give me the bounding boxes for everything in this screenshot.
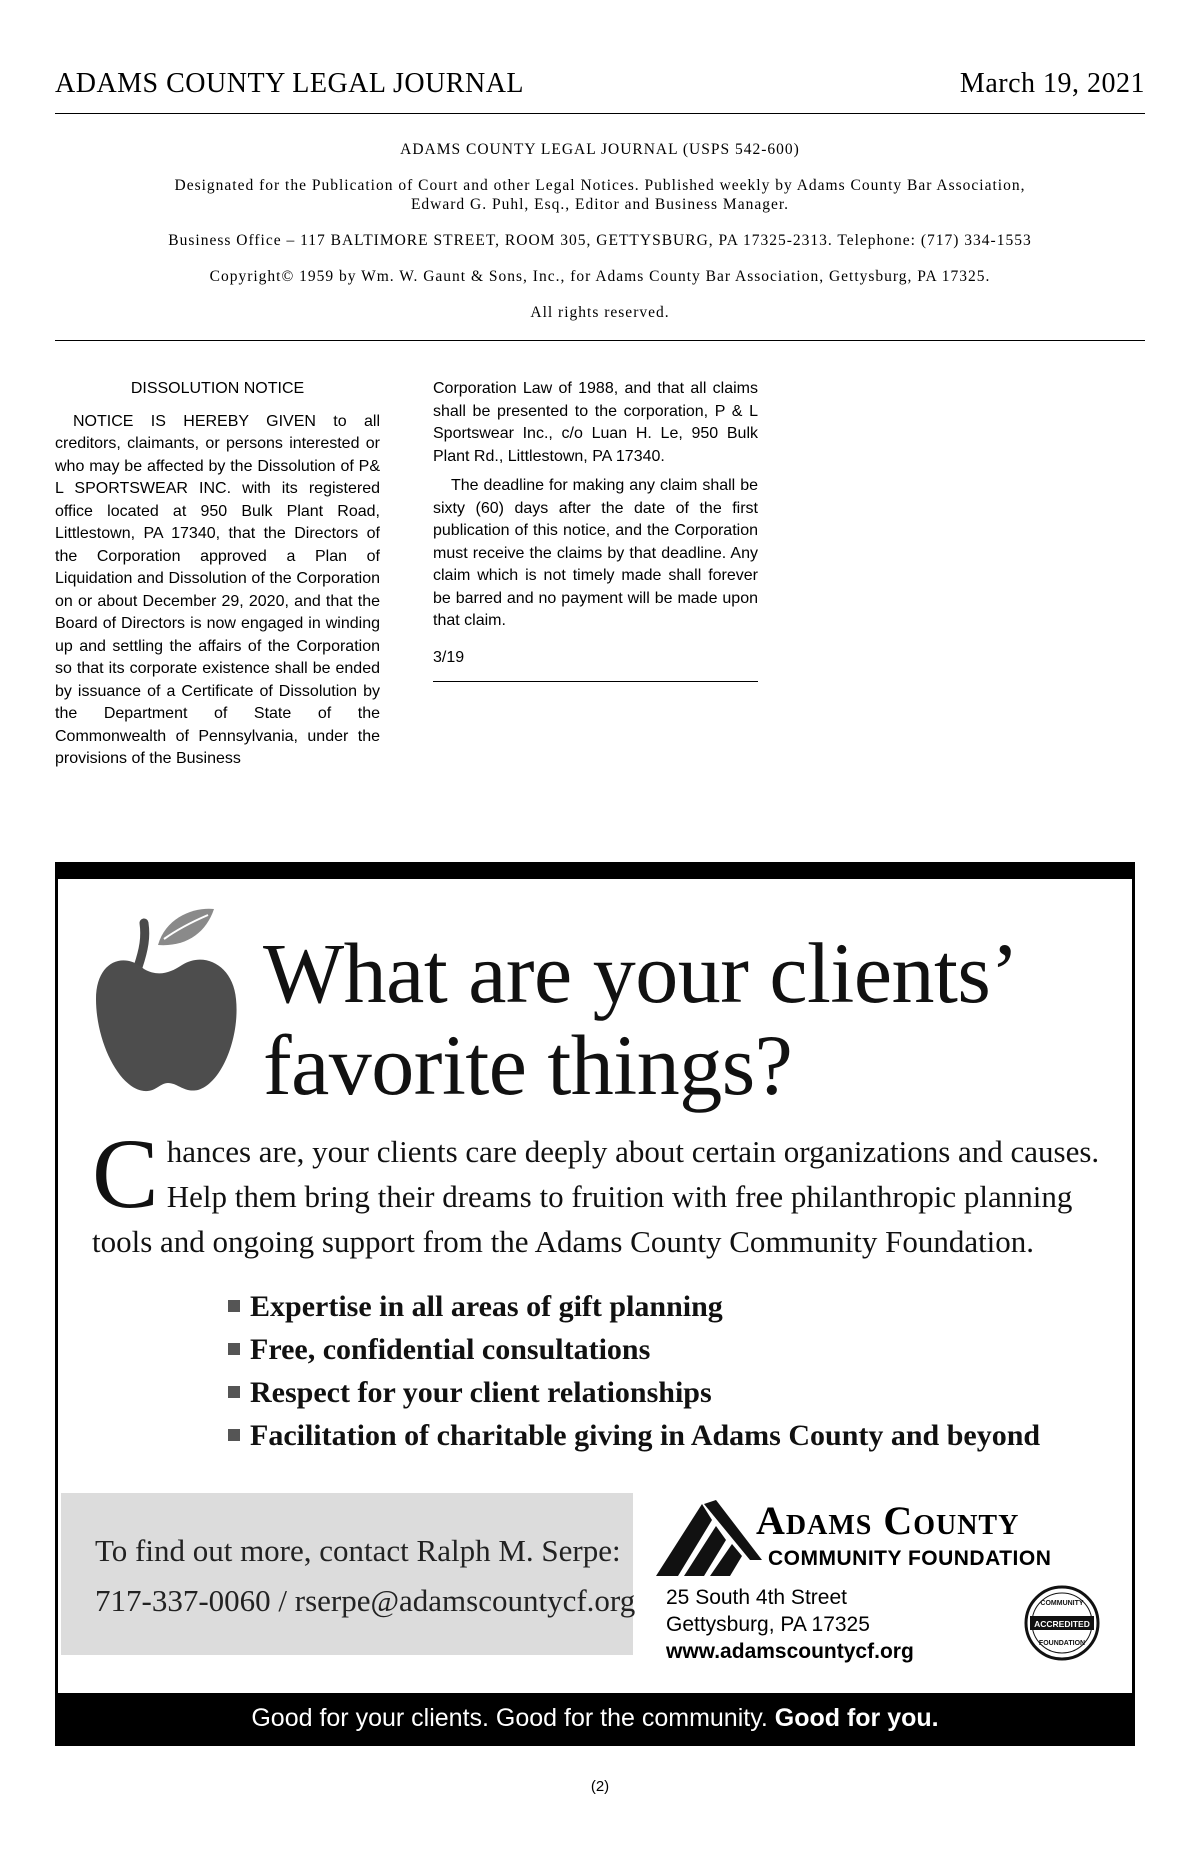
masthead-copyright: Copyright© 1959 by Wm. W. Gaunt & Sons, Inc., for Adams County Bar Association, Gettysburg, PA 17325. — [209, 268, 991, 285]
foundation-advertisement — [55, 862, 1135, 1746]
masthead-rule — [55, 340, 1145, 341]
ad-footer-banner — [58, 1693, 1132, 1743]
bullet-square-icon — [228, 1386, 240, 1398]
address-street: 25 South 4th Street — [666, 1586, 847, 1609]
ad-body-text: hances are, your clients care deeply about certain organizations and causes. Help them bring their dreams to fruition with free philanthropic planning tools and ongoing support from the Adams County Community Foundation. — [92, 1134, 1100, 1259]
ad-top-bar — [58, 865, 1132, 879]
notice-column-2 — [433, 378, 758, 682]
foundation-name: Adams County — [756, 1498, 1020, 1543]
journal-title: ADAMS COUNTY LEGAL JOURNAL — [55, 68, 525, 99]
contact-phone-email: 717-337-0060 / rserpe@adamscountycf.org — [95, 1583, 636, 1618]
ad-headline-line-2: favorite things? — [263, 1017, 793, 1113]
masthead-title: ADAMS COUNTY LEGAL JOURNAL (USPS 542-600) — [400, 141, 800, 158]
bullet-square-icon — [228, 1300, 240, 1312]
masthead-rights: All rights reserved. — [530, 304, 670, 321]
notice-paragraph-1b: Corporation Law of 1988, and that all claims shall be presented to the corporation, P & L Sportswear Inc., c/o Luan H. Le, 950 Bulk Plant Rd., Littlestown, PA 17340. — [433, 380, 758, 465]
ad-bullet-list — [228, 1285, 1040, 1457]
bullet-square-icon — [228, 1429, 240, 1441]
issue-date: March 19, 2021 — [959, 68, 1145, 99]
masthead-designation-2: Edward G. Puhl, Esq., Editor and Business Manager. — [410, 196, 790, 213]
ad-drop-cap: C — [92, 1118, 159, 1229]
ad-footer-tagline: Good for your clients. Good for the community. — [251, 1704, 768, 1732]
foundation-subtitle: COMMUNITY FOUNDATION — [768, 1547, 1052, 1570]
ad-bullet-item: Free, confidential consultations — [228, 1328, 1040, 1371]
address-city: Gettysburg, PA 17325 — [666, 1613, 870, 1636]
foundation-address — [666, 1584, 914, 1665]
running-header — [55, 68, 1145, 108]
header-rule — [55, 113, 1145, 114]
foundation-website: www.adamscountycf.org — [666, 1640, 914, 1663]
notice-heading: DISSOLUTION NOTICE — [130, 380, 305, 397]
ad-headline — [263, 927, 1018, 1111]
contact-line: To find out more, contact Ralph M. Serpe: — [95, 1533, 621, 1568]
apple-icon — [94, 907, 239, 1097]
ad-footer-tagline-bold: Good for you. — [774, 1704, 939, 1732]
masthead-designation-1: Designated for the Publication of Court and other Legal Notices. Published weekly by Adams County Bar Association, — [174, 177, 1026, 194]
seal-middle-text: ACCREDITED — [1034, 1619, 1090, 1629]
notice-column-1 — [55, 378, 380, 771]
foundation-logo-icon — [656, 1500, 766, 1578]
ad-bullet-item: Respect for your client relationships — [228, 1371, 1040, 1414]
page-number: (2) — [590, 1778, 610, 1795]
seal-bottom-text: FOUNDATION — [1038, 1640, 1086, 1647]
notice-end-rule — [433, 681, 758, 682]
ad-bullet-item: Facilitation of charitable giving in Adams County and beyond — [228, 1414, 1040, 1457]
ad-headline-line-1: What are your clients’ — [263, 925, 1019, 1021]
contact-box — [61, 1493, 636, 1655]
notice-paragraph-1a: NOTICE IS HEREBY GIVEN to all creditors, claimants, or persons interested or who may be affected by the Dissolution of P& L SPORTSWEAR INC. with its registered office located at 950 Bulk Plant Road, Littlestown, PA 17340, that the Directors of the Corporation approved a Plan of Liquidation and Dissolution of the Corporation on or about December 29, 2020, and that the Board of Directors is now engaged in winding up and settling the affairs of the Corporation so that its corporate existence shall be ended by issuance of a Certificate of Dissolution by the Department of State of the Commonwealth of Pennsylvania, under the provisions of the Business — [55, 412, 380, 767]
notice-paragraph-2: The deadline for making any claim shall be sixty (60) days after the date of the first publication of this notice, and the Corporation must receive the claims by that deadline. Any claim which is not timely made shall forever be barred and no payment will be made upon that claim. — [433, 477, 758, 629]
bullet-square-icon — [228, 1343, 240, 1355]
ad-bullet-item: Expertise in all areas of gift planning — [228, 1285, 1040, 1328]
masthead-business-office: Business Office – 117 BALTIMORE STREET, ROOM 305, GETTYSBURG, PA 17325-2313. Telephone: (717) 334-1553 — [168, 232, 1032, 249]
ad-body — [92, 1118, 1102, 1264]
seal-top-text: COMMUNITY — [1040, 1600, 1084, 1607]
accredited-seal-icon — [1024, 1585, 1100, 1661]
notice-date-mark: 3/19 — [433, 648, 465, 666]
masthead — [55, 140, 1145, 322]
